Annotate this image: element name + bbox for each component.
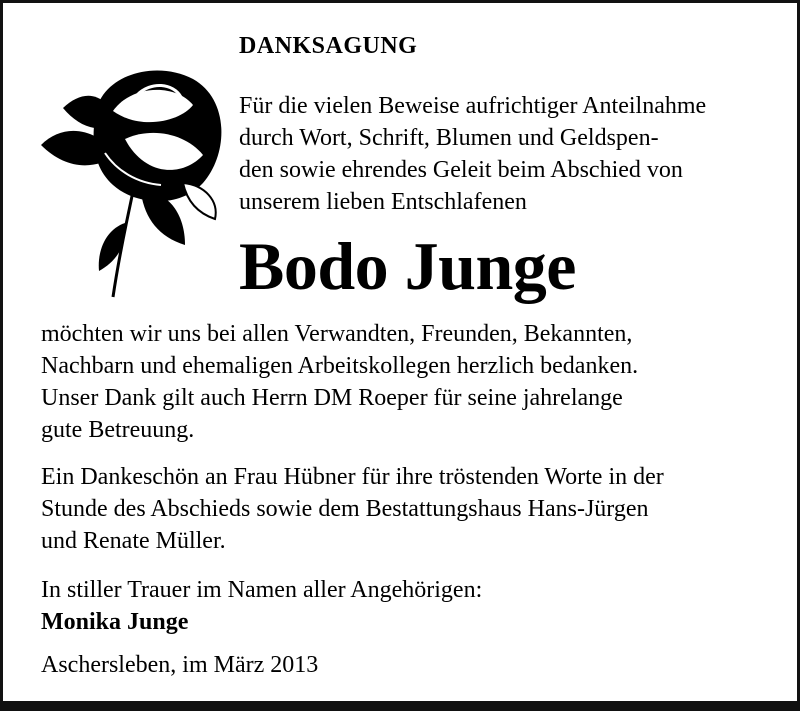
signature: Monika Junge	[41, 609, 189, 635]
paragraph-line: Ein Dankeschön an Frau Hübner für ihre tröstenden Worte in der	[41, 464, 664, 490]
paragraph-line: Stunde des Abschieds sowie dem Bestattungshaus Hans-Jürgen	[41, 496, 649, 522]
paragraph-line: Unser Dank gilt auch Herrn DM Roeper für seine jahrelange	[41, 385, 623, 411]
rose-icon	[33, 53, 233, 303]
place-date	[41, 649, 769, 681]
deceased-name: Bodo Junge	[239, 228, 576, 304]
thanks-paragraph	[41, 318, 769, 446]
intro-line: Für die vielen Beweise aufrichtiger Anteilnahme	[239, 93, 707, 119]
closing-block	[41, 574, 769, 638]
closing-line: In stiller Trauer im Namen aller Angehörigen:	[41, 577, 483, 603]
intro-text	[239, 90, 769, 218]
paragraph-line: Nachbarn und ehemaligen Arbeitskollegen herzlich bedanken.	[41, 353, 639, 379]
thanks-paragraph-2	[41, 461, 769, 557]
intro-line: unserem lieben Entschlafenen	[239, 189, 527, 215]
place-date-line: Aschersleben, im März 2013	[41, 652, 319, 678]
intro-line: durch Wort, Schrift, Blumen und Geldspen-	[239, 125, 659, 151]
paragraph-line: und Renate Müller.	[41, 528, 226, 554]
intro-line: den sowie ehrendes Geleit beim Abschied von	[239, 157, 683, 183]
heading: DANKSAGUNG	[239, 33, 418, 59]
paragraph-line: möchten wir uns bei allen Verwandten, Freunden, Bekannten,	[41, 321, 633, 347]
paragraph-line: gute Betreuung.	[41, 417, 195, 443]
